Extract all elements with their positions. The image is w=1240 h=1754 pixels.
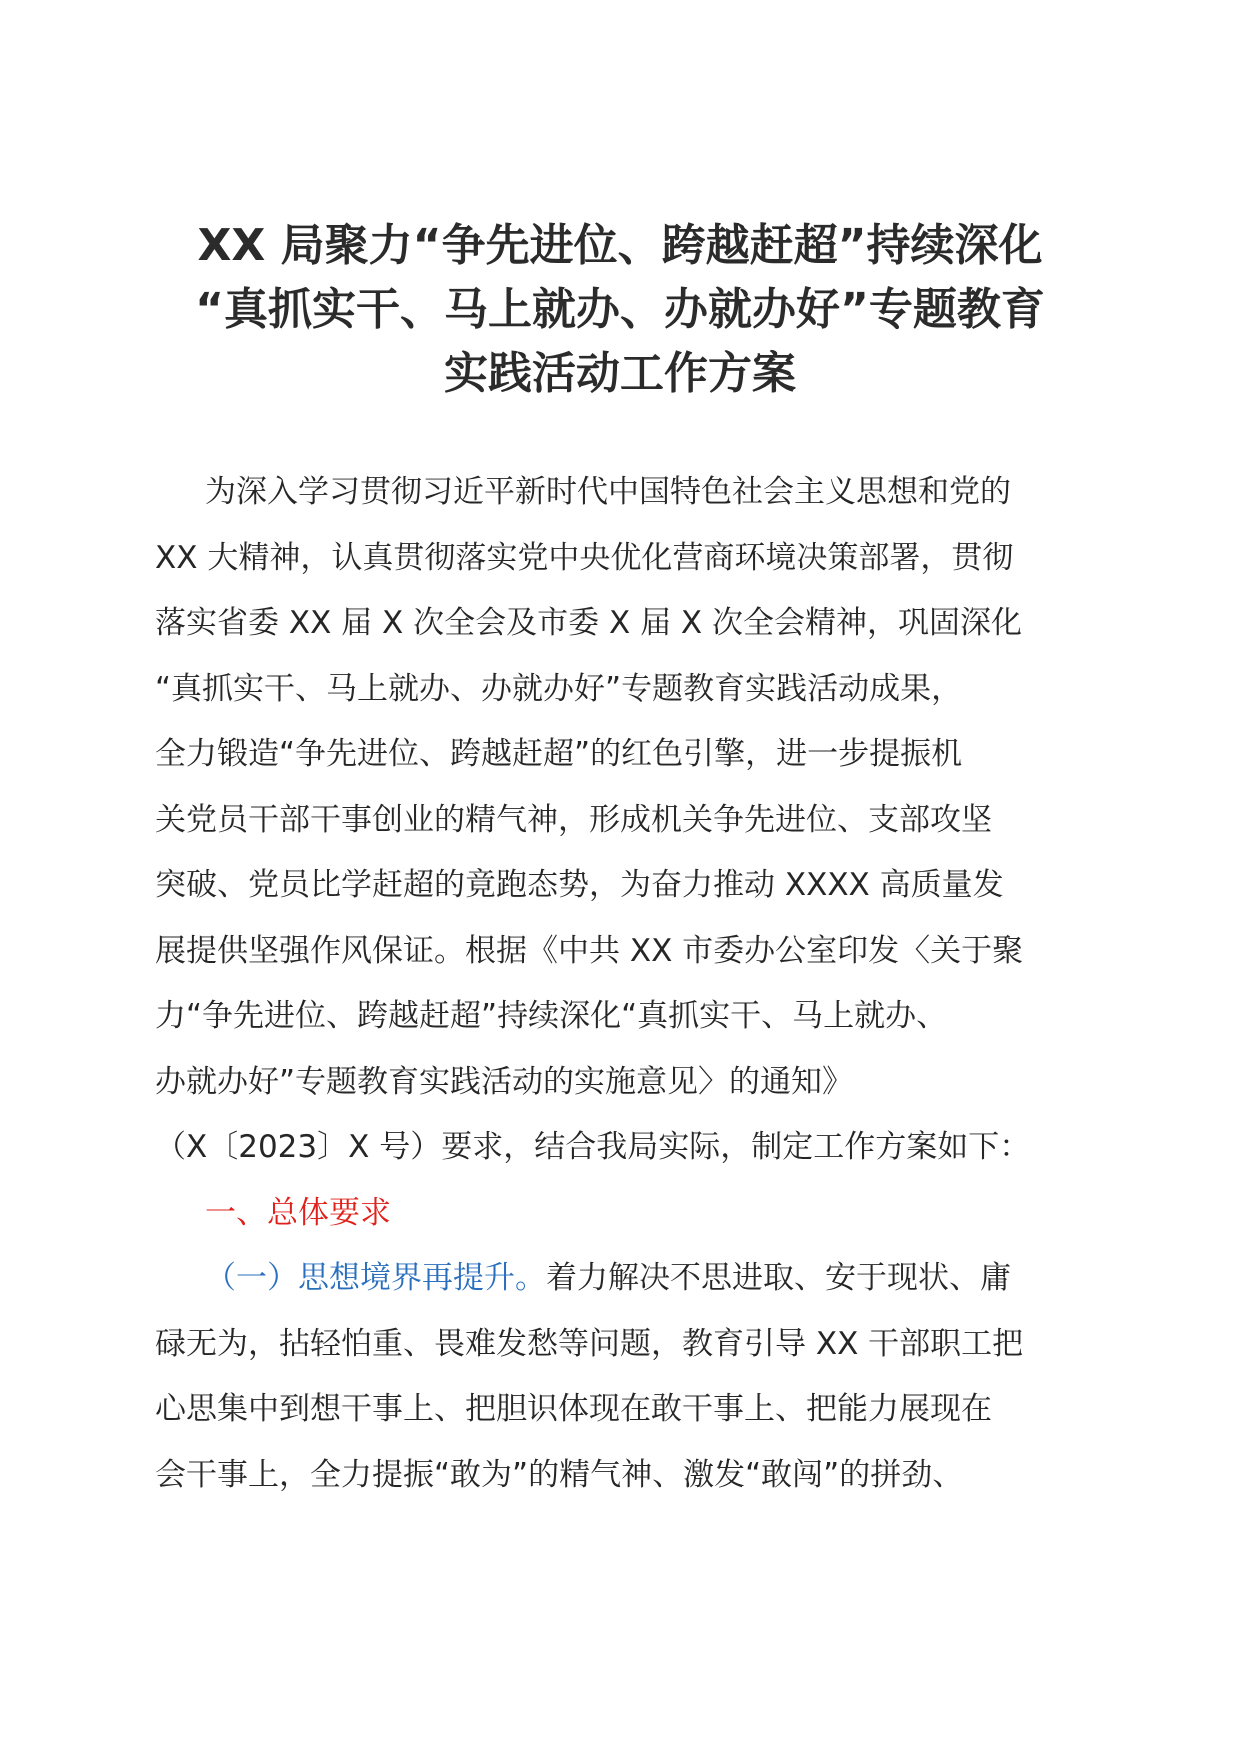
- title-line-2: “真抓实干、马上就办、办就办好”专题教育: [195, 284, 1045, 335]
- intro-line-3: 落实省委 XX 届 X 次全会及市委 X 届 X 次全会精神，巩固深化: [155, 605, 1023, 641]
- subsection-heading-thought-level: （一）思想境界再提升。: [205, 1260, 546, 1296]
- intro-line-2: XX 大精神，认真贯彻落实党中央优化营商环境决策部署，贯彻: [155, 539, 1014, 576]
- title-line-3: 实践活动工作方案: [444, 348, 796, 399]
- subsection-1-text-4: 会干事上，全力提振“敢为”的精气神、激发“敢闯”的拼劲、: [155, 1456, 964, 1493]
- intro-line-7: 突破、党员比学赶超的竟跑态势，为奋力推动 XXXX 高质量发: [155, 867, 1004, 903]
- intro-line-4: “真抓实干、马上就办、办就办好”专题教育实践活动成果，: [155, 670, 963, 707]
- intro-line-11: （X〔2023〕X 号）要求，结合我局实际，制定工作方案如下：: [155, 1129, 1031, 1165]
- section-heading-general-requirements: 一、总体要求: [205, 1194, 391, 1231]
- subsection-1-text-2: 碌无为，拈轻怕重、畏难发愁等问题，教育引导 XX 干部职工把: [155, 1325, 1024, 1362]
- document-body: [155, 460, 1095, 1508]
- subsection-1-first-line: [155, 1246, 1095, 1312]
- document-title: [150, 214, 1090, 406]
- intro-line-1: 为深入学习贯彻习近平新时代中国特色社会主义思想和党的: [205, 474, 1011, 510]
- subsection-1-text-3: 心思集中到想干事上、把胆识体现在敢干事上、把能力展现在: [155, 1391, 992, 1427]
- intro-line-10: 办就办好”专题教育实践活动的实施意见〉的通知》: [155, 1063, 854, 1100]
- intro-line-8: 展提供坚强作风保证。根据《中共 XX 市委办公室印发〈关于聚: [155, 932, 1024, 969]
- title-line-1: XX 局聚力“争先进位、跨越赶超”持续深化: [197, 220, 1043, 271]
- intro-line-6: 关党员干部干事创业的精气神，形成机关争先进位、支部攻坚: [155, 801, 992, 838]
- intro-line-9: 力“争先进位、跨越赶超”持续深化“真抓实干、马上就办、: [155, 998, 948, 1034]
- subsection-1-text-1: 着力解决不思进取、安于现状、庸: [546, 1260, 1011, 1296]
- intro-line-5: 全力锻造“争先进位、跨越赶超”的红色引擎，进一步提振机: [155, 736, 963, 772]
